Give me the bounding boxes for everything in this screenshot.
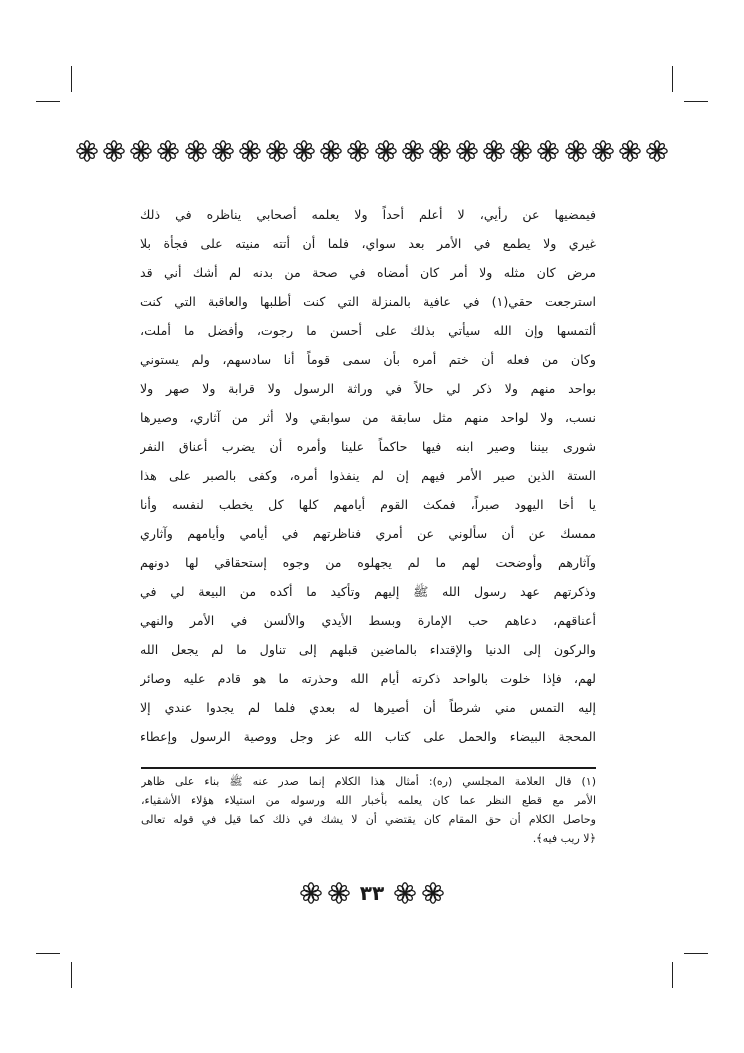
text-line: استرجعت حقي(١) في عافية بالمنزلة التي كنت أطلبها والعاقبة التي كنت <box>140 294 596 309</box>
floral-ornament-icon <box>103 140 125 162</box>
text-line: الستة الذين صير الأمر فيهم إن لم ينفذوا أمره، وكفى بالصبر على هذا <box>140 468 596 483</box>
floral-ornament-icon <box>456 140 478 162</box>
crop-mark-top-left-vertical <box>71 66 72 92</box>
floral-ornament-icon <box>130 140 152 162</box>
text-line: لهم، فإذا خلوت بالواحد ذكرته أيام الله وحذرته ما هو قادم عليه وصائر <box>140 671 596 686</box>
floral-ornament-icon <box>347 140 369 162</box>
text-line: غيري ولا يطمع في الأمر بعد سواي، فلما أن أتته منيته على فجأة بلا <box>140 236 596 251</box>
crop-mark-bottom-left-horizontal <box>36 953 60 954</box>
floral-ornament-icon <box>537 140 559 162</box>
floral-ornament-icon <box>394 882 416 904</box>
crop-mark-top-right-vertical <box>672 66 673 92</box>
text-line: إليه التمس مني شرطاً أن أصيرها له بعدي فلما لم يجدوا عندي إلا <box>140 700 596 715</box>
crop-mark-bottom-right-vertical <box>672 962 673 988</box>
page-number: ٣٣ <box>359 881 385 905</box>
header-ornament-row <box>76 138 668 164</box>
floral-ornament-icon <box>402 140 424 162</box>
floral-ornament-icon <box>328 882 350 904</box>
footnote-line: وحاصل الكلام أن حق المقام كان يقتضي أن لا يشك في ذلك كما قيل في قوله تعالى <box>141 813 596 826</box>
floral-ornament-icon <box>619 140 641 162</box>
floral-ornament-icon <box>592 140 614 162</box>
text-line: شورى بيننا وصير ابنه فيها حاكماً علينا وأمره أن يضرب أعناق النفر <box>140 439 596 454</box>
floral-ornament-icon <box>422 882 444 904</box>
floral-ornament-icon <box>565 140 587 162</box>
crop-mark-top-left-horizontal <box>36 101 60 102</box>
floral-ornament-icon <box>157 140 179 162</box>
floral-ornament-icon <box>510 140 532 162</box>
floral-ornament-icon <box>212 140 234 162</box>
text-line: بواحد منهم ولا ذكر لي حالاً في وراثة الرسول ولا قرابة ولا صهر ولا <box>140 381 596 396</box>
floral-ornament-icon <box>646 140 668 162</box>
text-line: يا أخا اليهود صبراً، فمكث القوم أيامهم كلها كل يخطب لنفسه وأنا <box>140 497 596 512</box>
text-line: وكان من فعله أن ختم أمره بأن سمى قوماً أنا سادسهم، ولم يستوني <box>140 352 596 367</box>
text-line: ألتمسها وإن الله سيأتي بذلك على أحسن ما رجوت، وأفضل ما أملت، <box>140 323 596 338</box>
floral-ornament-icon <box>375 140 397 162</box>
footnote-line: ﴿لا ريب فيه﴾. <box>532 832 596 845</box>
floral-ornament-icon <box>300 882 322 904</box>
crop-mark-bottom-left-vertical <box>71 962 72 988</box>
text-line: والركون إلى الدنيا والإقتداء بالماضين قبلهم إلى تناول ما لم يجعل الله <box>140 642 596 657</box>
floral-ornament-icon <box>483 140 505 162</box>
text-line: مرض كان مثله ولا أمر كان أمضاه في صحة من بدنه لم أشك أني قد <box>140 265 596 280</box>
floral-ornament-icon <box>266 140 288 162</box>
footnote-separator <box>141 767 596 769</box>
floral-ornament-icon <box>320 140 342 162</box>
floral-ornament-icon <box>239 140 261 162</box>
footnote <box>141 772 596 848</box>
body-text <box>140 200 596 751</box>
text-line: نسب، ولا لواحد منهم مثل سابقة من سوابقي ولا أثر من آثاري، وصيرها <box>140 410 596 425</box>
text-line: المحجة البيضاء والحمل على كتاب الله عز وجل ووصية الرسول وإعطاء <box>140 729 596 744</box>
crop-mark-bottom-right-horizontal <box>684 953 708 954</box>
text-line: فيمضيها عن رأيي، لا أعلم أحداً ولا يعلمه أصحابي يناظره في ذلك <box>140 207 596 222</box>
text-line: ممسك عن أن سألوني عن أمري فناظرتهم في أيامي وأيامهم وآثاري <box>140 526 596 541</box>
floral-ornament-icon <box>293 140 315 162</box>
floral-ornament-icon <box>429 140 451 162</box>
crop-mark-top-right-horizontal <box>684 101 708 102</box>
text-line: وآثارهم وأوضحت لهم ما لم يجهلوه من وجوه إستحقاقي لها دونهم <box>140 555 596 570</box>
text-line: أعناقهم، دعاهم حب الإمارة وبسط الأيدي والألسن في الأمر والنهي <box>140 613 596 628</box>
floral-ornament-icon <box>76 140 98 162</box>
floral-ornament-icon <box>185 140 207 162</box>
text-line: وذكرتهم عهد رسول الله ﷺ إليهم وتأكيد ما أكده من البيعة لي في <box>140 584 596 599</box>
footnote-line: (١) قال العلامة المجلسي (ره): أمثال هذا الكلام إنما صدر عنه ﷺ بناء على ظاهر <box>141 775 596 788</box>
page-number-row <box>300 878 444 908</box>
footnote-line: الأمر مع قطع النظر عما كان يعلمه بأخبار الله ورسوله من استيلاء هؤلاء الأشقياء، <box>141 794 596 807</box>
